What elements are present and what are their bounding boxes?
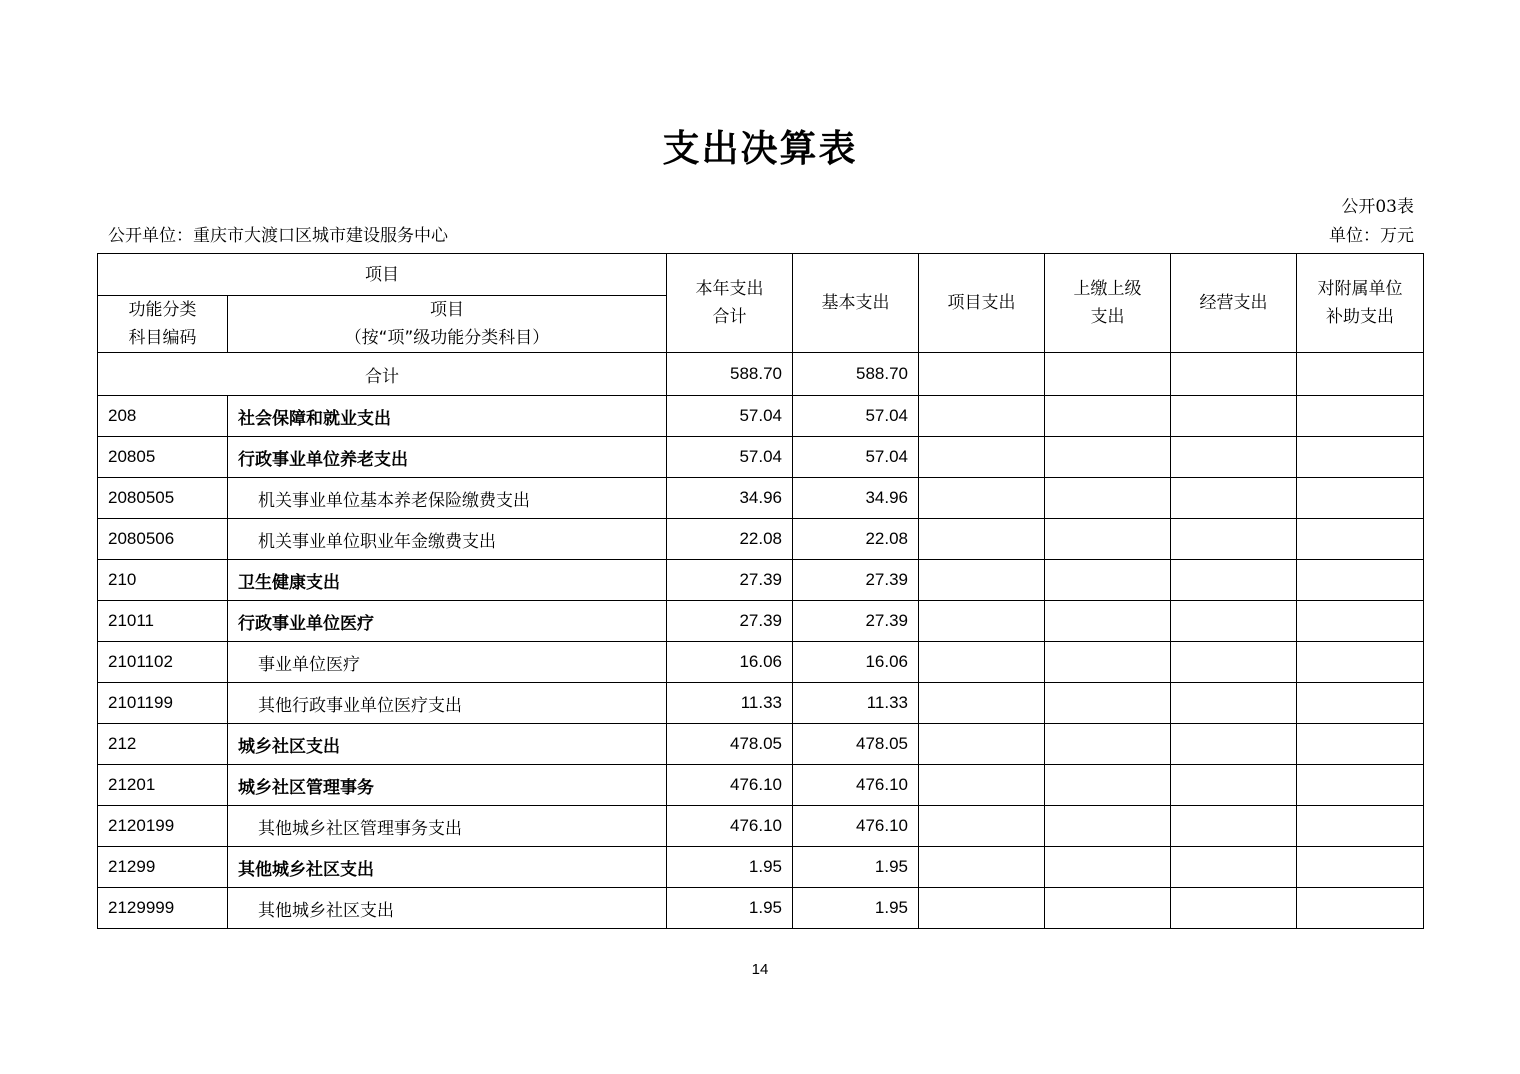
row-subsidy: [1297, 724, 1424, 765]
row-name: 其他行政事业单位医疗支出: [228, 683, 667, 724]
row-project: [919, 601, 1045, 642]
row-code: 2080506: [98, 519, 228, 560]
total-row: [98, 353, 1424, 396]
row-name: 城乡社区管理事务: [228, 765, 667, 806]
row-upper: [1045, 724, 1171, 765]
row-subsidy: [1297, 683, 1424, 724]
table-row: [98, 765, 1424, 806]
header-code-line1: 功能分类: [128, 300, 197, 320]
row-upper: [1045, 601, 1171, 642]
row-project: [919, 724, 1045, 765]
row-basic: 27.39: [793, 560, 919, 601]
row-basic: 27.39: [793, 601, 919, 642]
row-project: [919, 519, 1045, 560]
row-upper: [1045, 396, 1171, 437]
row-upper: [1045, 478, 1171, 519]
row-business: [1171, 478, 1297, 519]
row-project: [919, 683, 1045, 724]
row-code: 21201: [98, 765, 228, 806]
page-number: 14: [751, 961, 769, 978]
row-project: [919, 437, 1045, 478]
row-basic: 57.04: [793, 437, 919, 478]
row-business: [1171, 765, 1297, 806]
row-basic: 1.95: [793, 847, 919, 888]
row-basic: 22.08: [793, 519, 919, 560]
total-business: [1171, 353, 1297, 396]
row-total: 27.39: [667, 560, 793, 601]
row-business: [1171, 519, 1297, 560]
row-name: 机关事业单位职业年金缴费支出: [228, 519, 667, 560]
row-basic: 478.05: [793, 724, 919, 765]
header-subsidy-line2: 补助支出: [1326, 307, 1394, 327]
row-total: 1.95: [667, 847, 793, 888]
row-code: 2120199: [98, 806, 228, 847]
row-upper: [1045, 765, 1171, 806]
header-name-line2: （按“项”级功能分类科目）: [344, 328, 550, 348]
row-subsidy: [1297, 765, 1424, 806]
row-basic: 476.10: [793, 806, 919, 847]
row-project: [919, 478, 1045, 519]
table-row: [98, 642, 1424, 683]
row-upper: [1045, 806, 1171, 847]
table-row: [98, 560, 1424, 601]
header-item-group: 项目: [98, 254, 667, 296]
row-business: [1171, 560, 1297, 601]
row-subsidy: [1297, 847, 1424, 888]
header-upper-line1: 上缴上级: [1073, 279, 1142, 299]
header-subsidy: [1297, 254, 1424, 353]
row-total: 16.06: [667, 642, 793, 683]
row-basic: 476.10: [793, 765, 919, 806]
row-business: [1171, 396, 1297, 437]
row-project: [919, 888, 1045, 929]
row-name: 行政事业单位养老支出: [228, 437, 667, 478]
row-subsidy: [1297, 560, 1424, 601]
reporting-unit: 公开单位：重庆市大渡口区城市建设服务中心: [108, 226, 448, 246]
total-project: [919, 353, 1045, 396]
header-name: [228, 296, 667, 353]
row-name: 其他城乡社区支出: [228, 888, 667, 929]
table-row: [98, 519, 1424, 560]
total-subsidy: [1297, 353, 1424, 396]
header-upper-line2: 支出: [1090, 307, 1125, 327]
row-total: 1.95: [667, 888, 793, 929]
header-code: [98, 296, 228, 353]
row-name: 其他城乡社区支出: [228, 847, 667, 888]
row-upper: [1045, 560, 1171, 601]
row-code: 2101199: [98, 683, 228, 724]
row-code: 21011: [98, 601, 228, 642]
row-total: 476.10: [667, 806, 793, 847]
row-total: 57.04: [667, 437, 793, 478]
header-basic: 基本支出: [793, 254, 919, 353]
total-amount: 588.70: [667, 353, 793, 396]
header-subsidy-line1: 对附属单位: [1317, 279, 1403, 299]
row-name: 其他城乡社区管理事务支出: [228, 806, 667, 847]
header-business: 经营支出: [1171, 254, 1297, 353]
row-upper: [1045, 683, 1171, 724]
row-subsidy: [1297, 806, 1424, 847]
row-code: 2129999: [98, 888, 228, 929]
row-code: 212: [98, 724, 228, 765]
header-total: [667, 254, 793, 353]
row-subsidy: [1297, 478, 1424, 519]
row-basic: 1.95: [793, 888, 919, 929]
row-subsidy: [1297, 888, 1424, 929]
row-business: [1171, 847, 1297, 888]
row-business: [1171, 724, 1297, 765]
row-basic: 34.96: [793, 478, 919, 519]
row-code: 2080505: [98, 478, 228, 519]
row-subsidy: [1297, 642, 1424, 683]
row-total: 57.04: [667, 396, 793, 437]
row-name: 事业单位医疗: [228, 642, 667, 683]
row-project: [919, 765, 1045, 806]
row-code: 2101102: [98, 642, 228, 683]
header-total-line2: 合计: [712, 307, 747, 327]
row-name: 社会保障和就业支出: [228, 396, 667, 437]
row-upper: [1045, 437, 1171, 478]
header-upper: [1045, 254, 1171, 353]
row-business: [1171, 601, 1297, 642]
header-code-line2: 科目编码: [128, 328, 197, 348]
total-basic: 588.70: [793, 353, 919, 396]
row-total: 476.10: [667, 765, 793, 806]
row-code: 20805: [98, 437, 228, 478]
row-basic: 16.06: [793, 642, 919, 683]
row-basic: 57.04: [793, 396, 919, 437]
row-code: 208: [98, 396, 228, 437]
currency-unit: 单位：万元: [1329, 226, 1414, 246]
table-row: [98, 888, 1424, 929]
row-subsidy: [1297, 437, 1424, 478]
form-number: 公开03表: [1341, 197, 1414, 217]
row-code: 210: [98, 560, 228, 601]
row-upper: [1045, 847, 1171, 888]
row-subsidy: [1297, 396, 1424, 437]
expenditure-table: [97, 253, 1424, 929]
table-row: [98, 437, 1424, 478]
row-subsidy: [1297, 601, 1424, 642]
row-project: [919, 642, 1045, 683]
row-project: [919, 560, 1045, 601]
row-basic: 11.33: [793, 683, 919, 724]
table-row: [98, 683, 1424, 724]
row-project: [919, 847, 1045, 888]
row-total: 11.33: [667, 683, 793, 724]
row-code: 21299: [98, 847, 228, 888]
row-name: 机关事业单位基本养老保险缴费支出: [228, 478, 667, 519]
row-business: [1171, 437, 1297, 478]
row-upper: [1045, 519, 1171, 560]
table-row: [98, 601, 1424, 642]
row-total: 478.05: [667, 724, 793, 765]
row-total: 22.08: [667, 519, 793, 560]
row-subsidy: [1297, 519, 1424, 560]
row-project: [919, 396, 1045, 437]
row-project: [919, 806, 1045, 847]
row-total: 34.96: [667, 478, 793, 519]
row-total: 27.39: [667, 601, 793, 642]
row-name: 行政事业单位医疗: [228, 601, 667, 642]
header-total-line1: 本年支出: [695, 279, 764, 299]
row-name: 城乡社区支出: [228, 724, 667, 765]
row-name: 卫生健康支出: [228, 560, 667, 601]
row-upper: [1045, 642, 1171, 683]
table-row: [98, 724, 1424, 765]
row-business: [1171, 806, 1297, 847]
row-business: [1171, 888, 1297, 929]
page-title: 支出决算表: [662, 127, 858, 170]
row-business: [1171, 642, 1297, 683]
table-row: [98, 806, 1424, 847]
row-business: [1171, 683, 1297, 724]
total-upper: [1045, 353, 1171, 396]
row-upper: [1045, 888, 1171, 929]
header-project: 项目支出: [919, 254, 1045, 353]
table-row: [98, 847, 1424, 888]
total-label: 合计: [98, 353, 667, 396]
header-name-line1: 项目: [430, 300, 464, 320]
table-row: [98, 478, 1424, 519]
table-row: [98, 396, 1424, 437]
